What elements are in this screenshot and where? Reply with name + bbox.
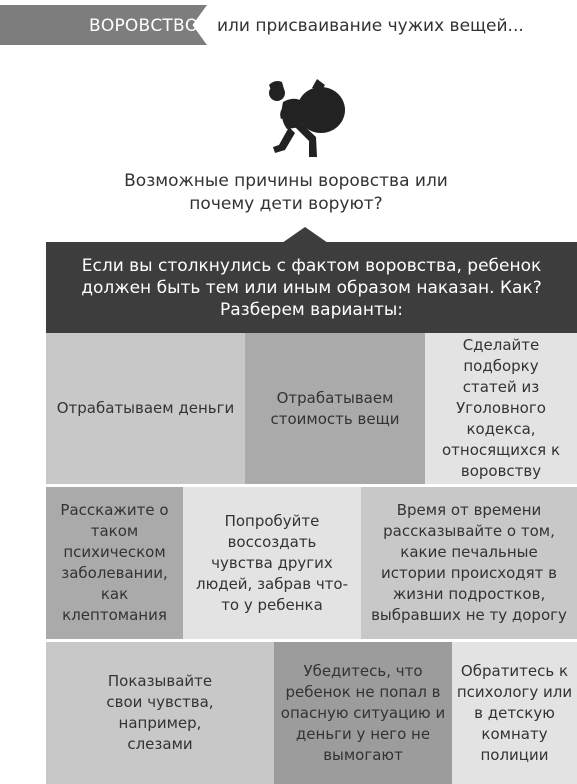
tip-text: Отрабатываем деньги (56, 399, 235, 417)
tip-card (46, 642, 274, 784)
tip-card (46, 333, 245, 484)
thief-with-bag-icon (265, 77, 350, 162)
tip-card (183, 487, 361, 639)
question-heading: Возможные причины воровства или почему дети воруют? (124, 171, 448, 214)
tip-text: Обратитесь к психологу или в детскую комнату полиции (456, 661, 573, 764)
banner (46, 242, 577, 333)
tip-text: Отрабатываем стоимость вещи (270, 388, 400, 428)
banner-notch (282, 227, 328, 243)
tip-text: Сделайте подборку статей из Уголовного кодекса, относящихся к воровству (441, 336, 561, 480)
header-tag-text: ВОРОВСТВО (89, 16, 199, 36)
banner-text: Если вы столкнулись с фактом воровства, ребенок должен быть тем или иным образом наказан. Как? Разберем варианты: (81, 255, 542, 320)
tip-card (46, 487, 183, 639)
tip-text: Показывайте свои чувства, например, слезами (106, 672, 214, 753)
tip-card (452, 642, 577, 784)
tip-text: Убедитесь, что ребенок не попал в опасную ситуацию и деньги у него не вымогают (280, 661, 446, 764)
tip-card (274, 642, 452, 784)
header-subtitle: или присваивание чужих вещей... (217, 16, 524, 36)
tip-text: Время от времени рассказывайте о том, какие печальные истории происходят в жизни подростков, выбравших не ту дорогу (371, 501, 567, 624)
tip-card (361, 487, 577, 639)
tip-card (425, 333, 577, 484)
tip-text: Расскажите о таком психическом заболевании, как клептомания (60, 501, 169, 624)
tip-card (245, 333, 425, 484)
tip-text: Попробуйте воссоздать чувства других людей, забрав что-то у ребенка (195, 511, 349, 614)
